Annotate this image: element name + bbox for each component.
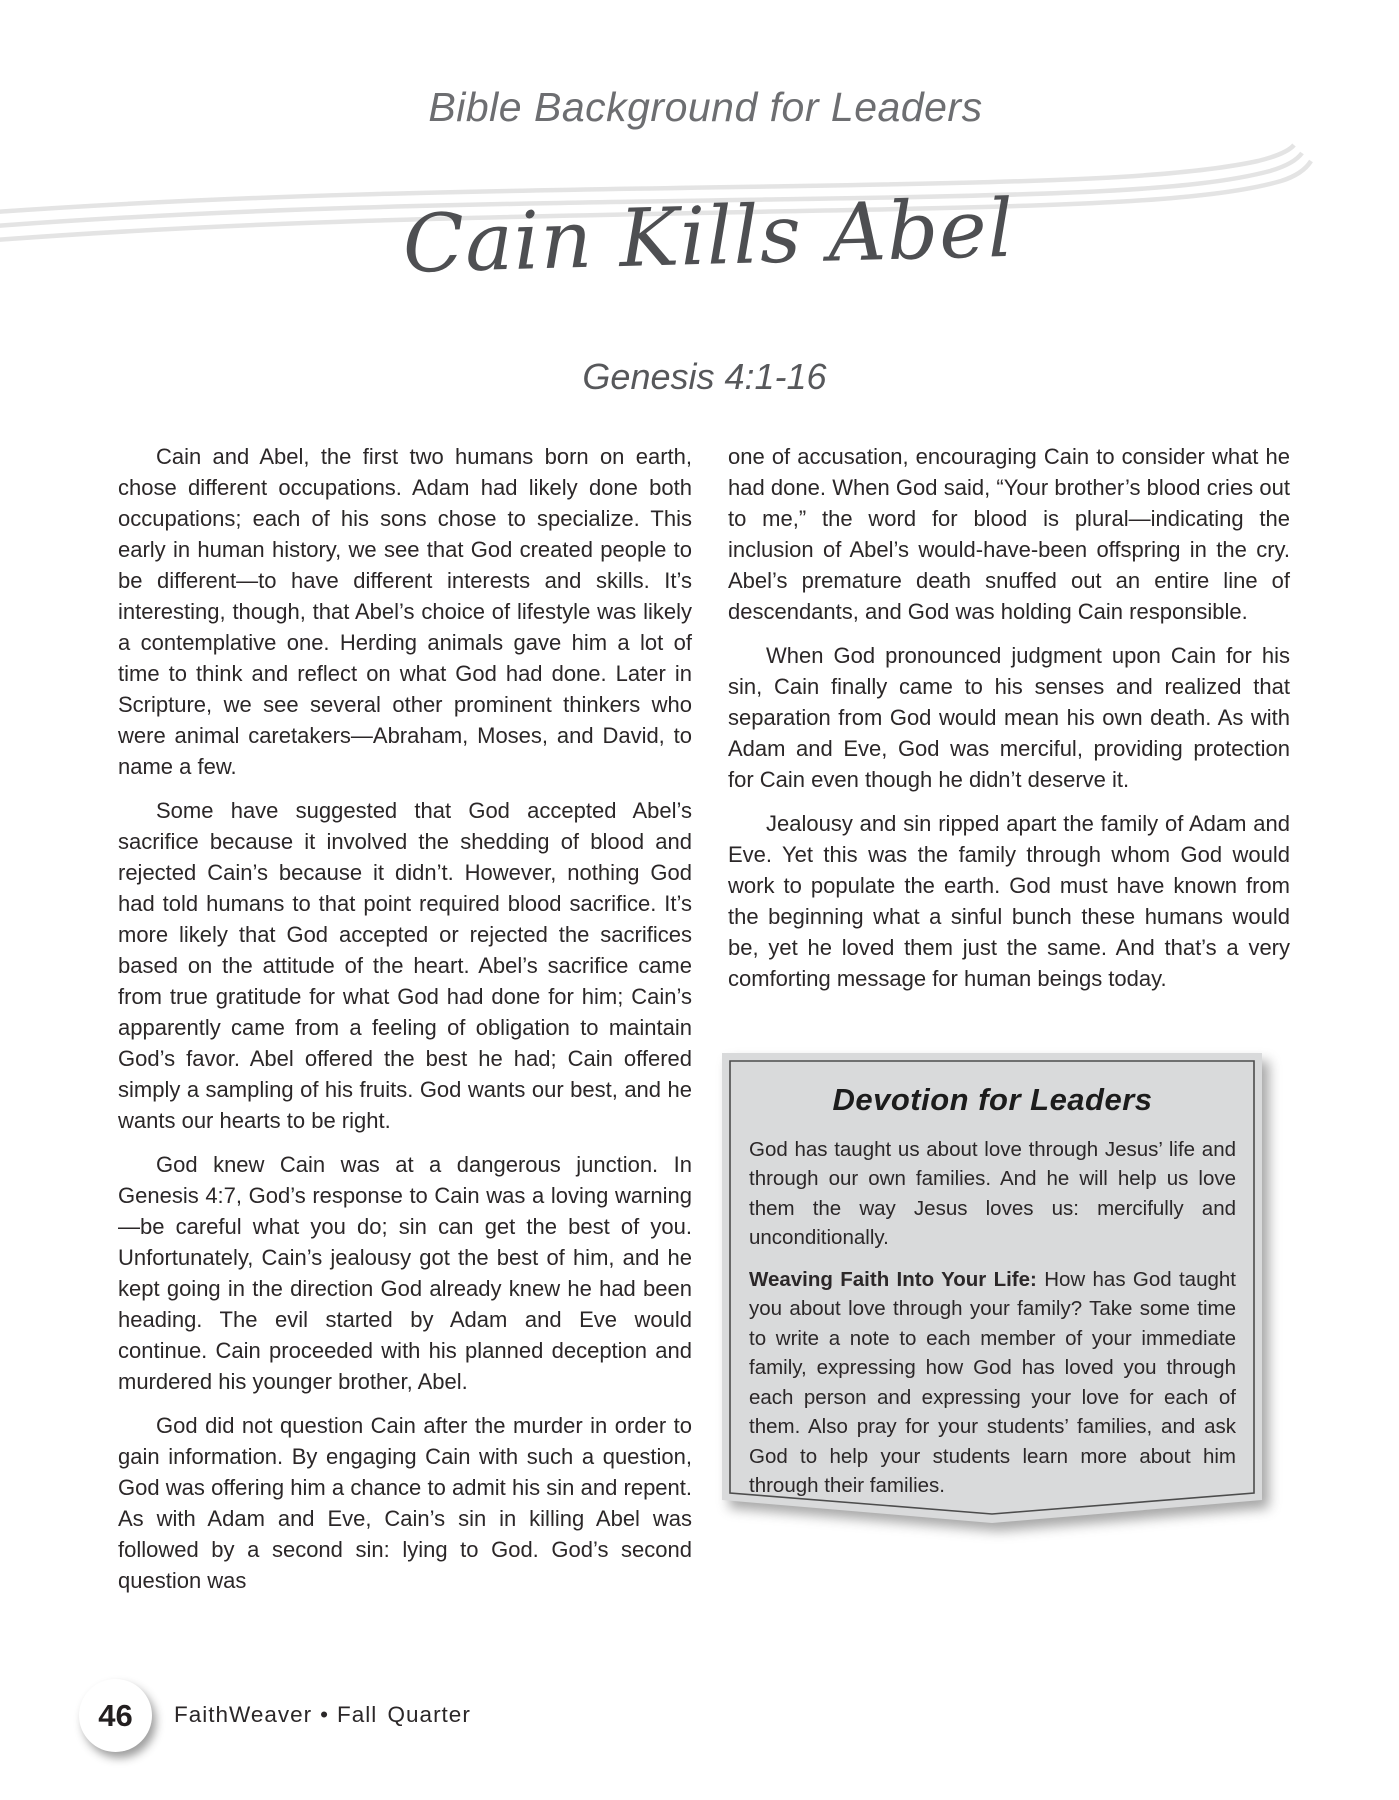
footer-separator: • (320, 1702, 330, 1727)
scripture-reference: Genesis 4:1-16 (582, 356, 827, 397)
paragraph: one of accusation, encouraging Cain to consider what he had done. When God said, “Your brother’s blood cries out to me,” the word for blood is plural—indicating the inclusion of Abel’s would-have-been offspring in the cry. Abel’s premature death snuffed out an entire line of descendants, and God was holding Cain responsible. (728, 444, 1290, 624)
page-header-title: Bible Background for Leaders (428, 84, 983, 130)
paragraph: When God pronounced judgment upon Cain for his sin, Cain finally came to his senses and realized that separation from God would mean his own death. As with Adam and Eve, God was merciful, providing protection for Cain even though he didn’t deserve it. (728, 643, 1290, 792)
footer-publication: FaithWeaver (174, 1702, 313, 1727)
weaving-faith-text: How has God taught you about love through your family? Take some time to write a note to each member of your immediate family, expressing how God has loved you through each person and expressing your love for each of them. Also pray for your students’ families, and ask God to help your students learn more about him through their families. (749, 1267, 1236, 1497)
article-right-column (728, 441, 1290, 1007)
paragraph: God knew Cain was at a dangerous junction. In Genesis 4:7, God’s response to Cain was a loving warning—be careful what you do; sin can get the best of you. Unfortunately, Cain’s jealousy got the best of him, and he kept going in the direction God already knew he had been heading. The evil started by Adam and Eve would continue. Cain proceeded with his planned deception and murdered his younger brother, Abel. (118, 1152, 692, 1394)
paragraph: Cain and Abel, the first two humans born on earth, chose different occupations. Adam had likely done both occupations; each of his sons chose to specialize. This early in human history, we see that God created people to be different—to have different interests and skills. It’s interesting, though, that Abel’s choice of lifestyle was likely a contemplative one. Herding animals gave him a lot of time to think and reflect on what God had done. Later in Scripture, we see several other prominent thinkers who were animal caretakers—Abraham, Moses, and David, to name a few. (118, 444, 692, 779)
devotion-content (749, 1079, 1236, 1513)
paragraph: Jealousy and sin ripped apart the family of Adam and Eve. Yet this was the family through whom God would work to populate the earth. God must have known from the beginning what a sinful bunch these humans would be, yet he loved them just the same. And that’s a very comforting message for human beings today. (728, 811, 1290, 991)
paragraph: Some have suggested that God accepted Abel’s sacrifice because it involved the shedding of blood and rejected Cain’s because it didn’t. However, nothing God had told humans to that point required blood sacrifice. It’s more likely that God accepted or rejected the sacrifices based on the attitude of the heart. Abel’s sacrifice came from true gratitude for what God had done for him; Cain’s apparently came from a feeling of obligation to maintain God’s favor. Abel offered the best he had; Cain offered simply a sampling of his fruits. God wants our best, and he wants our hearts to be right. (118, 798, 692, 1133)
page-number-badge (79, 1679, 152, 1752)
weaving-faith-label: Weaving Faith Into Your Life: (749, 1267, 1045, 1291)
devotion-title: Devotion for Leaders (832, 1082, 1153, 1117)
page-number: 46 (98, 1697, 133, 1733)
footer-quarter: Fall Quarter (337, 1702, 471, 1727)
footer-line (174, 1702, 471, 1728)
article-left-column (118, 441, 692, 1609)
devotion-paragraph: God has taught us about love through Jesus’ life and through our own families. And he will help us love them the way Jesus loves us: mercifully and unconditionally. (749, 1137, 1236, 1249)
paragraph: God did not question Cain after the murder in order to gain information. By engaging Cain with such a question, God was offering him a chance to admit his sin and repent. As with Adam and Eve, Cain’s sin in killing Abel was followed by a second sin: lying to God. God’s second question was (118, 1413, 692, 1593)
devotion-box (722, 1053, 1262, 1528)
devotion-paragraph (749, 1265, 1236, 1501)
lesson-title: Cain Kills Abel (401, 181, 1016, 291)
